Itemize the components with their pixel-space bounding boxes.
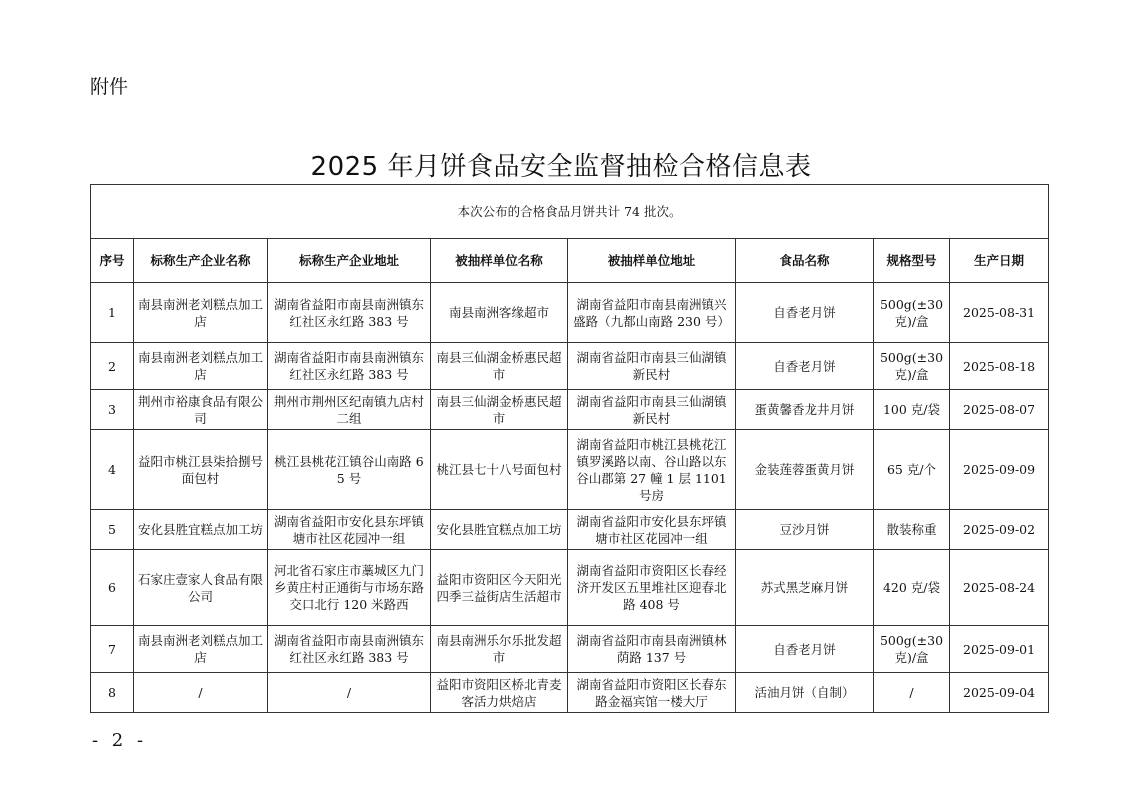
cell-sampled-unit-address: 湖南省益阳市南县南洲镇兴盛路（九都山南路 230 号）	[568, 283, 736, 343]
cell-spec: 420 克/袋	[874, 550, 950, 626]
cell-production-date: 2025-08-31	[950, 283, 1049, 343]
cell-sampled-unit-address: 湖南省益阳市桃江县桃花江镇罗溪路以南、谷山路以东谷山郡第 27 幢 1 层 1101 号房	[568, 430, 736, 510]
cell-sampled-unit-address: 湖南省益阳市南县南洲镇林荫路 137 号	[568, 626, 736, 673]
cell-production-date: 2025-09-04	[950, 673, 1049, 713]
cell-producer-name: 益阳市桃江县柒拾捌号面包村	[134, 430, 268, 510]
cell-index: 1	[91, 283, 134, 343]
cell-index: 5	[91, 510, 134, 550]
table-row	[91, 343, 1049, 390]
cell-production-date: 2025-09-01	[950, 626, 1049, 673]
cell-producer-address: 湖南省益阳市安化县东坪镇塘市社区花园冲一组	[268, 510, 431, 550]
table-row	[91, 430, 1049, 510]
cell-food-name: 自香老月饼	[736, 283, 874, 343]
cell-spec: /	[874, 673, 950, 713]
page-number: - 2 -	[92, 730, 148, 751]
cell-production-date: 2025-08-07	[950, 390, 1049, 430]
cell-producer-address: 湖南省益阳市南县南洲镇东红社区永红路 383 号	[268, 626, 431, 673]
table-row	[91, 673, 1049, 713]
header-producer-address: 标称生产企业地址	[268, 239, 431, 283]
table-row	[91, 510, 1049, 550]
cell-spec: 500g(±30克)/盒	[874, 343, 950, 390]
table-row	[91, 550, 1049, 626]
cell-producer-name: /	[134, 673, 268, 713]
cell-sampled-unit-name: 桃江县七十八号面包村	[431, 430, 568, 510]
cell-producer-address: 湖南省益阳市南县南洲镇东红社区永红路 383 号	[268, 283, 431, 343]
table-row	[91, 626, 1049, 673]
cell-producer-address: 桃江县桃花江镇谷山南路 65 号	[268, 430, 431, 510]
cell-producer-address: /	[268, 673, 431, 713]
header-spec: 规格型号	[874, 239, 950, 283]
cell-food-name: 豆沙月饼	[736, 510, 874, 550]
header-sampled-unit-address: 被抽样单位地址	[568, 239, 736, 283]
cell-producer-name: 南县南洲老刘糕点加工店	[134, 283, 268, 343]
table-row	[91, 283, 1049, 343]
summary-row	[91, 185, 1049, 239]
cell-food-name: 金装莲蓉蛋黄月饼	[736, 430, 874, 510]
cell-food-name: 活油月饼（自制）	[736, 673, 874, 713]
cell-sampled-unit-name: 安化县胜宜糕点加工坊	[431, 510, 568, 550]
cell-spec: 500g(±30克)/盒	[874, 283, 950, 343]
cell-food-name: 苏式黑芝麻月饼	[736, 550, 874, 626]
cell-producer-name: 安化县胜宜糕点加工坊	[134, 510, 268, 550]
cell-sampled-unit-name: 南县三仙湖金桥惠民超市	[431, 390, 568, 430]
cell-sampled-unit-name: 南县南洲乐尔乐批发超市	[431, 626, 568, 673]
header-row	[91, 239, 1049, 283]
cell-producer-name: 荆州市裕康食品有限公司	[134, 390, 268, 430]
cell-sampled-unit-address: 湖南省益阳市资阳区长春经济开发区五里堆社区迎春北路 408 号	[568, 550, 736, 626]
cell-producer-name: 南县南洲老刘糕点加工店	[134, 626, 268, 673]
cell-sampled-unit-name: 南县三仙湖金桥惠民超市	[431, 343, 568, 390]
cell-food-name: 自香老月饼	[736, 626, 874, 673]
cell-index: 6	[91, 550, 134, 626]
header-index: 序号	[91, 239, 134, 283]
cell-production-date: 2025-09-02	[950, 510, 1049, 550]
cell-spec: 100 克/袋	[874, 390, 950, 430]
cell-sampled-unit-address: 湖南省益阳市南县三仙湖镇新民村	[568, 343, 736, 390]
inspection-table	[90, 184, 1049, 713]
cell-food-name: 自香老月饼	[736, 343, 874, 390]
cell-producer-address: 湖南省益阳市南县南洲镇东红社区永红路 383 号	[268, 343, 431, 390]
cell-index: 3	[91, 390, 134, 430]
cell-sampled-unit-name: 益阳市资阳区桥北青麦客活力烘焙店	[431, 673, 568, 713]
cell-production-date: 2025-09-09	[950, 430, 1049, 510]
cell-sampled-unit-address: 湖南省益阳市南县三仙湖镇新民村	[568, 390, 736, 430]
page-title: 2025 年月饼食品安全监督抽检合格信息表	[310, 152, 812, 182]
cell-food-name: 蛋黄馨香龙井月饼	[736, 390, 874, 430]
cell-spec: 500g(±30克)/盒	[874, 626, 950, 673]
cell-sampled-unit-address: 湖南省益阳市资阳区长春东路金福宾馆一楼大厅	[568, 673, 736, 713]
cell-producer-name: 石家庄壹家人食品有限公司	[134, 550, 268, 626]
cell-index: 4	[91, 430, 134, 510]
cell-index: 8	[91, 673, 134, 713]
cell-producer-address: 河北省石家庄市藁城区九门乡黄庄村正通街与市场东路交口北行 120 米路西	[268, 550, 431, 626]
cell-spec: 散装称重	[874, 510, 950, 550]
summary-text: 本次公布的合格食品月饼共计 74 批次。	[91, 185, 1049, 239]
cell-sampled-unit-address: 湖南省益阳市安化县东坪镇塘市社区花园冲一组	[568, 510, 736, 550]
cell-producer-address: 荆州市荆州区纪南镇九店村二组	[268, 390, 431, 430]
attachment-label: 附件	[90, 76, 129, 98]
header-sampled-unit-name: 被抽样单位名称	[431, 239, 568, 283]
table-row	[91, 390, 1049, 430]
cell-index: 2	[91, 343, 134, 390]
cell-production-date: 2025-08-18	[950, 343, 1049, 390]
header-production-date: 生产日期	[950, 239, 1049, 283]
cell-spec: 65 克/个	[874, 430, 950, 510]
cell-sampled-unit-name: 益阳市资阳区今天阳光四季三益街店生活超市	[431, 550, 568, 626]
header-producer-name: 标称生产企业名称	[134, 239, 268, 283]
cell-sampled-unit-name: 南县南洲客缘超市	[431, 283, 568, 343]
cell-index: 7	[91, 626, 134, 673]
cell-production-date: 2025-08-24	[950, 550, 1049, 626]
header-food-name: 食品名称	[736, 239, 874, 283]
cell-producer-name: 南县南洲老刘糕点加工店	[134, 343, 268, 390]
